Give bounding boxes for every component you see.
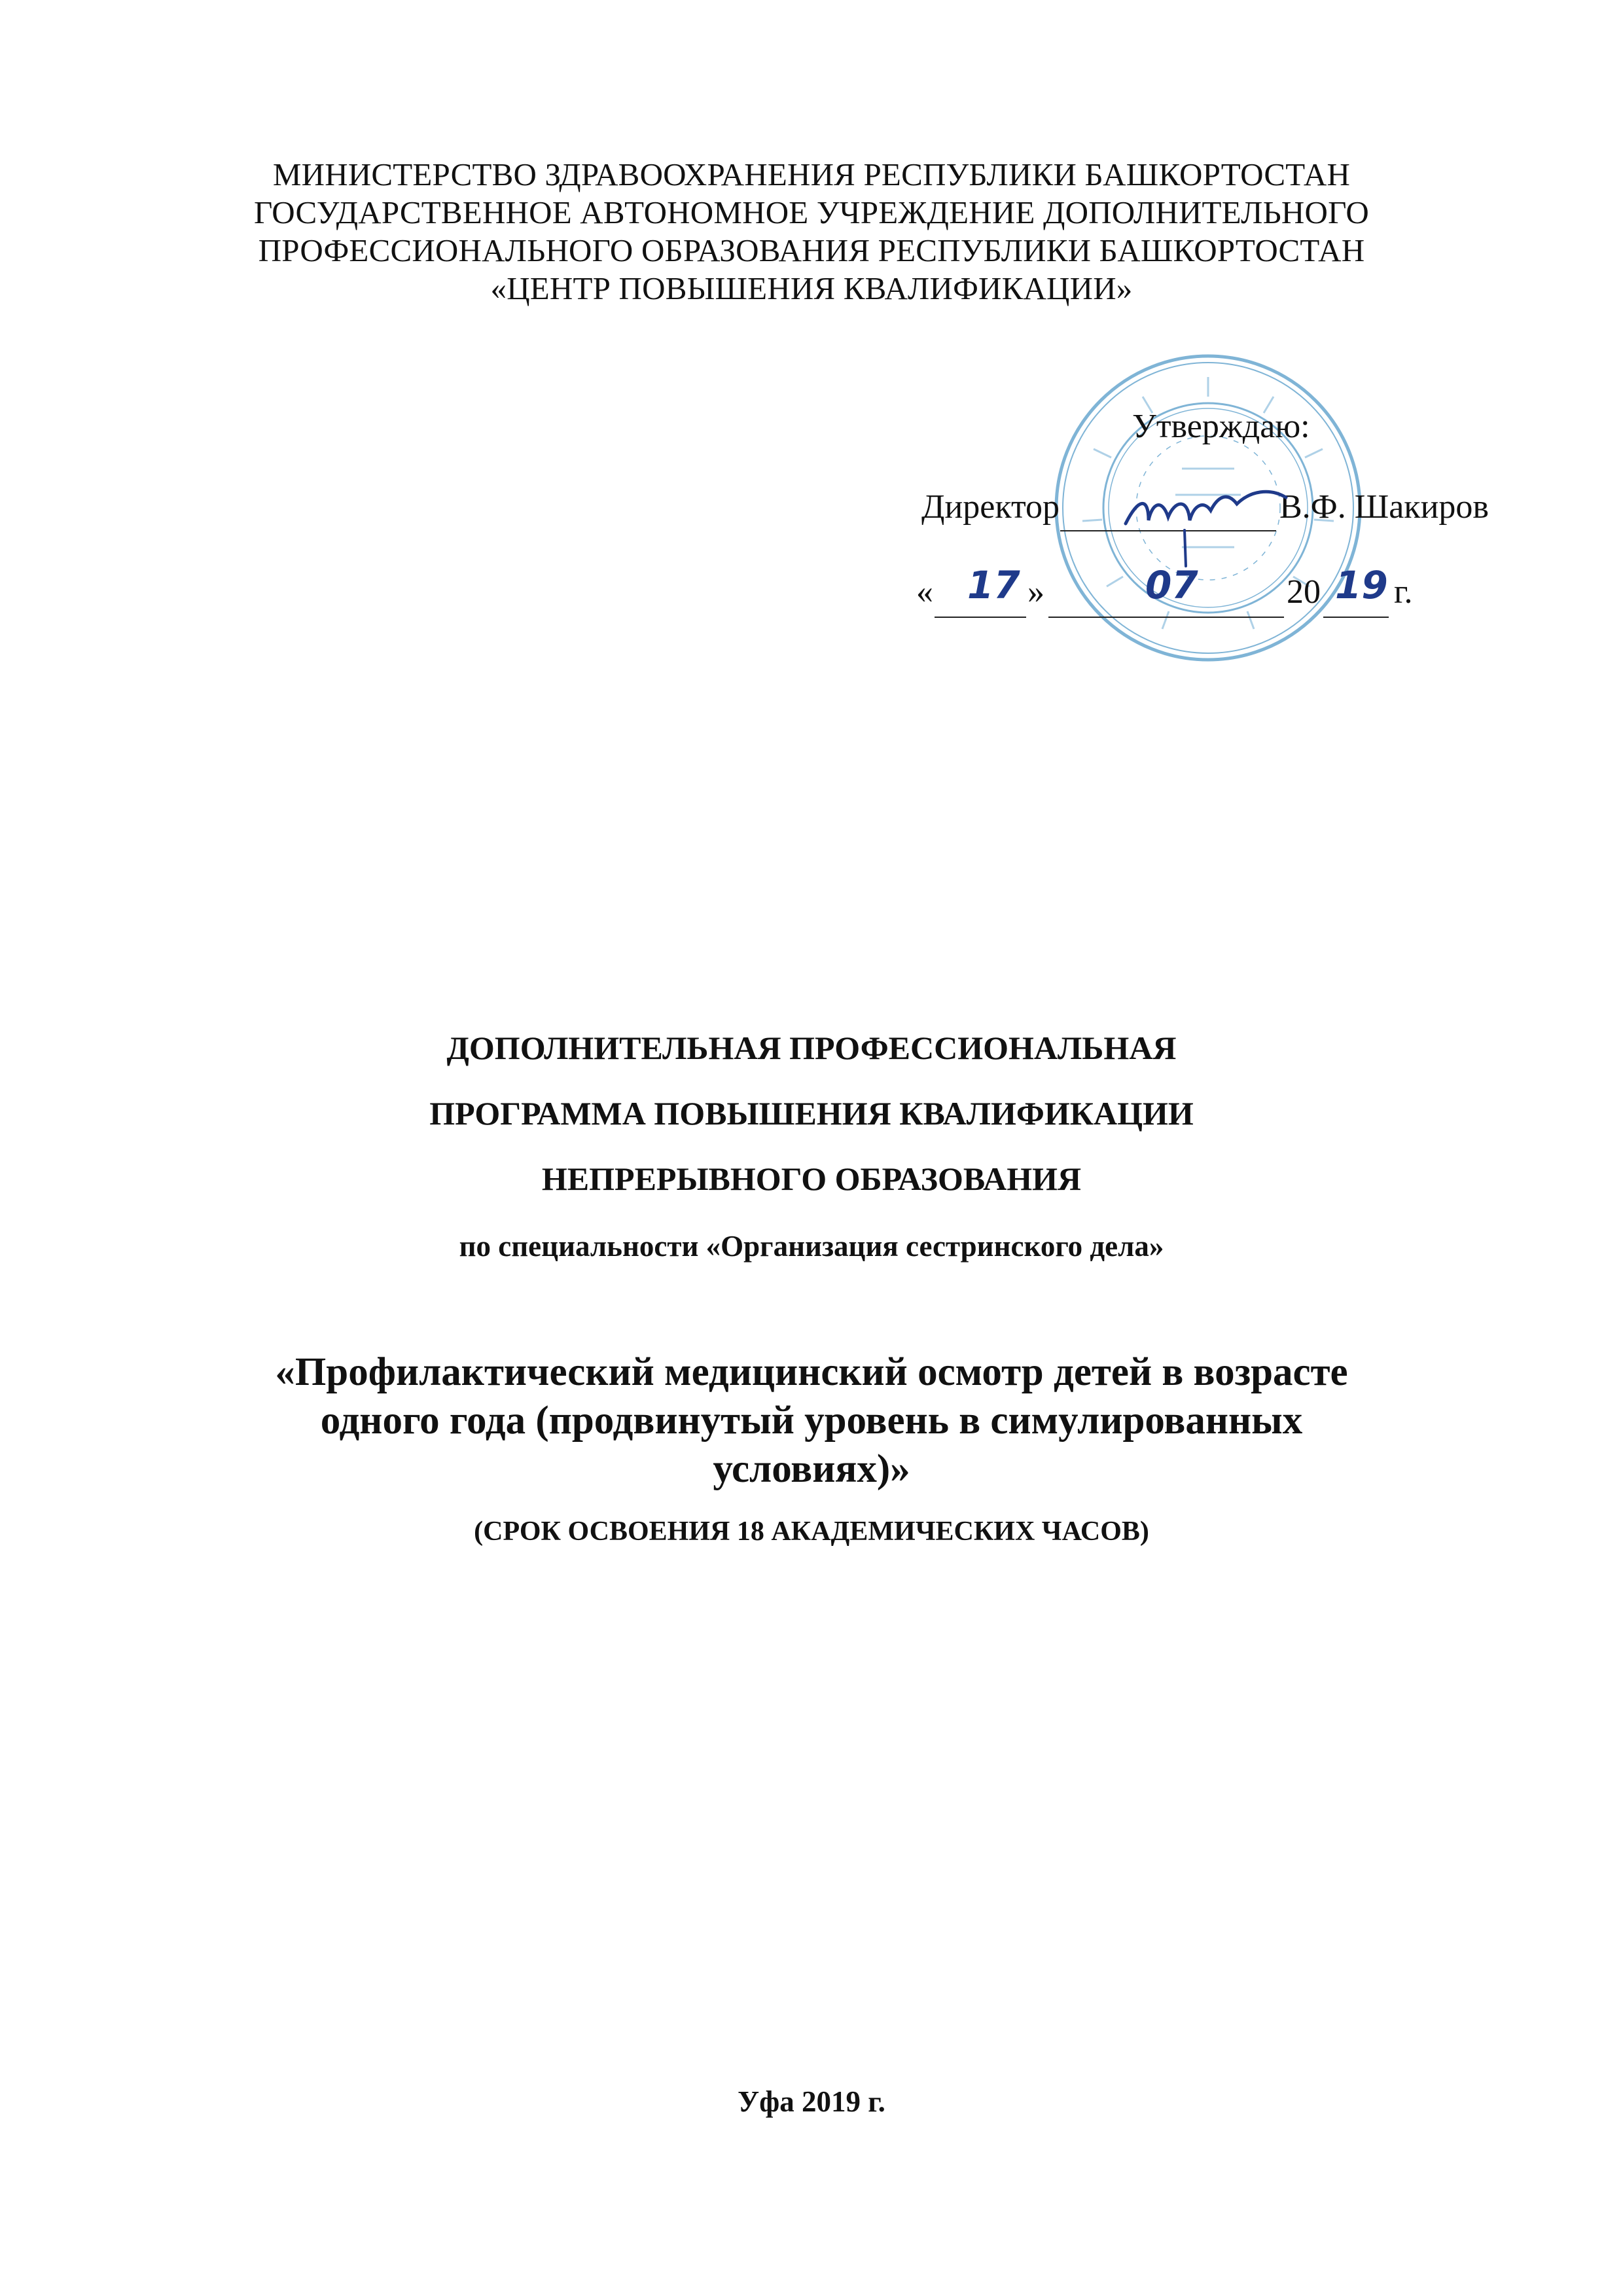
course-title-line-1: «Профилактический медицинский осмотр детей в возрасте — [275, 1350, 1348, 1394]
director-signature — [1113, 452, 1296, 622]
month-underline — [1048, 617, 1284, 618]
year-underline — [1323, 617, 1389, 618]
course-title-line-2: одного года (продвинутый уровень в симулированных — [320, 1399, 1303, 1443]
director-name: В.Ф. Шакиров — [1279, 488, 1489, 526]
approval-title: Утверждаю: — [1132, 408, 1310, 445]
day-underline — [935, 617, 1026, 618]
date-year-unit: г. — [1394, 573, 1413, 611]
date-year-suffix: 19 — [1335, 563, 1388, 607]
course-duration: (СРОК ОСВОЕНИЯ 18 АКАДЕМИЧЕСКИХ ЧАСОВ) — [474, 1516, 1149, 1547]
program-title-line-3: НЕПРЕРЫВНОГО ОБРАЗОВАНИЯ — [541, 1160, 1082, 1197]
header-line-ministry: МИНИСТЕРСТВО ЗДРАВООХРАНЕНИЯ РЕСПУБЛИКИ БАШКОРТОСТАН — [272, 156, 1351, 192]
course-title-line-3: условиях)» — [713, 1447, 910, 1491]
date-day: 17 — [967, 563, 1020, 607]
institution-header — [0, 156, 1623, 308]
program-title-line-1: ДОПОЛНИТЕЛЬНАЯ ПРОФЕССИОНАЛЬНАЯ — [446, 1030, 1177, 1066]
header-line-center: «ЦЕНТР ПОВЫШЕНИЯ КВАЛИФИКАЦИИ» — [490, 270, 1133, 306]
date-month: 07 — [1145, 563, 1198, 607]
program-specialty: по специальности «Организация сестринского дела» — [459, 1230, 1164, 1263]
date-open-quote: « — [916, 573, 933, 611]
program-title-line-2: ПРОГРАММА ПОВЫШЕНИЯ КВАЛИФИКАЦИИ — [429, 1095, 1194, 1132]
header-line-education: ПРОФЕССИОНАЛЬНОГО ОБРАЗОВАНИЯ РЕСПУБЛИКИ БАШКОРТОСТАН — [258, 232, 1365, 268]
date-close-quote: » — [1027, 573, 1044, 611]
director-label: Директор — [921, 488, 1060, 526]
city-year: Уфа 2019 г. — [738, 2085, 885, 2118]
date-year-prefix: 20 — [1287, 573, 1321, 611]
header-line-institution: ГОСУДАРСТВЕННОЕ АВТОНОМНОЕ УЧРЕЖДЕНИЕ ДОПОЛНИТЕЛЬНОГО — [253, 194, 1370, 230]
course-title — [0, 1348, 1623, 1494]
